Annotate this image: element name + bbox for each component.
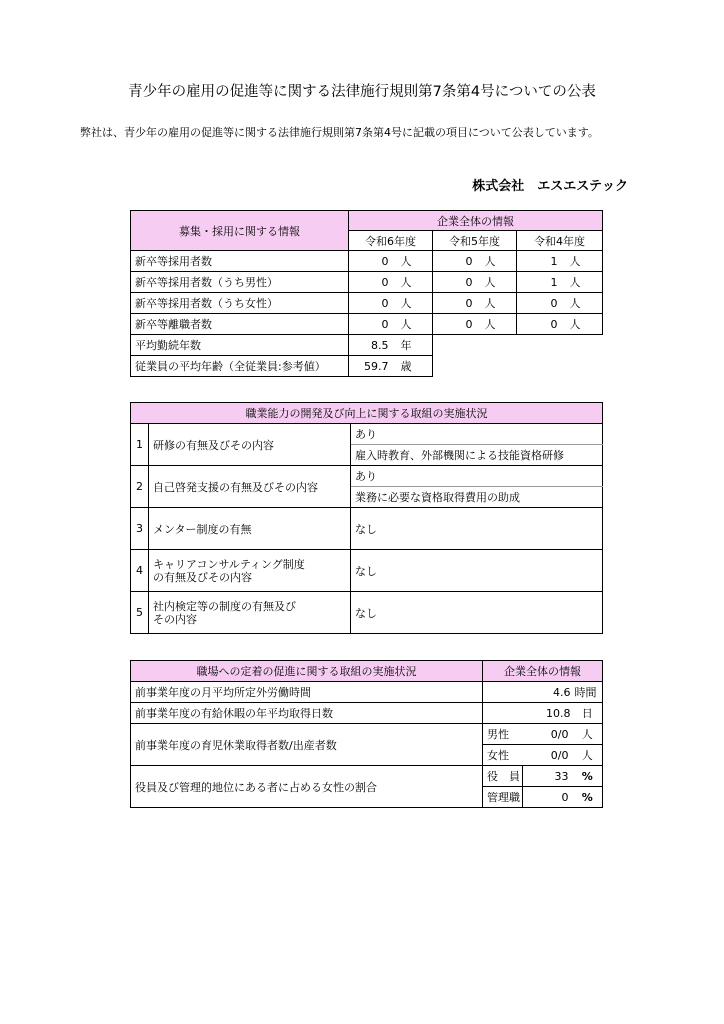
detail-cell: 雇入時教育、外部機関による技能資格研修 (351, 445, 603, 466)
row-number: 2 (131, 466, 149, 508)
row-label: 新卒等採用者数（うち女性） (131, 293, 349, 314)
row-label: 自己啓発支援の有無及びその内容 (149, 466, 351, 508)
value-cell: 0 (433, 293, 475, 314)
value-cell: 1 (517, 251, 560, 272)
unit-cell: 人 (475, 293, 517, 314)
table-row (131, 356, 603, 377)
answer-cell: なし (351, 508, 603, 550)
table-row (131, 592, 603, 634)
female-unit: 人 (573, 745, 603, 766)
row-label: 新卒等採用者数 (131, 251, 349, 272)
value-cell: 0 (517, 314, 560, 335)
overtime-value: 4.6 (483, 682, 573, 703)
male-label: 男性 (483, 724, 523, 745)
age-unit: 歳 (391, 356, 433, 377)
unit-cell: 人 (475, 251, 517, 272)
table-row (131, 335, 603, 356)
row-label: メンター制度の有無 (149, 508, 351, 550)
mgr-unit: % (573, 787, 603, 808)
female-label: 女性 (483, 745, 523, 766)
unit-cell: 人 (391, 293, 433, 314)
unit-cell: 人 (391, 251, 433, 272)
unit-cell: 人 (560, 314, 603, 335)
value-cell: 0 (349, 314, 391, 335)
table-row (131, 724, 603, 745)
page-title: 青少年の雇用の促進等に関する法律施行規則第7条第4号についての公表 (128, 84, 596, 100)
table-row (131, 272, 603, 293)
value-cell: 0 (433, 314, 475, 335)
row-number: 3 (131, 508, 149, 550)
row-label (149, 592, 351, 634)
intro-text: 弊社は、青少年の雇用の促進等に関する法律施行規則第7条第4号に記載の項目について公表しています。 (80, 126, 599, 139)
childcare-label: 前事業年度の育児休業取得者数/出産者数 (131, 724, 483, 766)
value-cell: 0 (433, 272, 475, 293)
answer-cell: あり (351, 466, 603, 487)
value-cell: 0 (349, 272, 391, 293)
overtime-label: 前事業年度の月平均所定外労働時間 (131, 682, 483, 703)
unit-cell: 人 (475, 272, 517, 293)
male-value: 0/0 (523, 724, 573, 745)
year-header: 令和4年度 (517, 231, 603, 251)
value-cell: 0 (433, 251, 475, 272)
leave-unit: 日 (573, 703, 603, 724)
value-cell: 0 (349, 293, 391, 314)
capability-header: 職業能力の開発及び向上に関する取組の実施状況 (131, 403, 603, 424)
value-cell: 1 (517, 272, 560, 293)
unit-cell: 人 (560, 272, 603, 293)
retention-table (130, 660, 603, 808)
capability-table (130, 402, 603, 634)
row-label: 研修の有無及びその内容 (149, 424, 351, 466)
unit-cell: 人 (391, 314, 433, 335)
row-label (149, 550, 351, 592)
retention-header: 職場への定着の促進に関する取組の実施状況 (131, 661, 483, 682)
table-row (131, 293, 603, 314)
male-unit: 人 (573, 724, 603, 745)
unit-cell: 人 (475, 314, 517, 335)
exec-value: 33 (523, 766, 573, 787)
company-wide-header: 企業全体の情報 (349, 211, 603, 231)
row-label: 新卒等採用者数（うち男性） (131, 272, 349, 293)
answer-cell: なし (351, 550, 603, 592)
table-row (131, 550, 603, 592)
table-row (131, 508, 603, 550)
tenure-label: 平均勤続年数 (131, 335, 349, 356)
answer-cell: あり (351, 424, 603, 445)
overtime-unit: 時間 (573, 682, 603, 703)
table-row (131, 766, 603, 787)
row-label-line: 社内検定等の制度の有無及び (153, 599, 296, 613)
row-number: 1 (131, 424, 149, 466)
company-wide-header: 企業全体の情報 (483, 661, 603, 682)
exec-label: 役 員 (483, 766, 523, 787)
women-ratio-label: 役員及び管理的地位にある者に占める女性の割合 (131, 766, 483, 808)
unit-cell: 人 (560, 293, 603, 314)
table-row (131, 466, 603, 487)
mgr-label: 管理職 (483, 787, 523, 808)
value-cell: 0 (349, 251, 391, 272)
tenure-value: 8.5 (349, 335, 391, 356)
value-cell: 0 (517, 293, 560, 314)
table-row (131, 682, 603, 703)
answer-cell: なし (351, 592, 603, 634)
recruitment-header: 募集・採用に関する情報 (131, 211, 349, 251)
unit-cell: 人 (391, 272, 433, 293)
table-row (131, 314, 603, 335)
detail-cell: 業務に必要な資格取得費用の助成 (351, 487, 603, 508)
row-label-line: の有無及びその内容 (153, 570, 252, 584)
table-row (131, 251, 603, 272)
row-label-line: キャリアコンサルティング制度 (153, 557, 305, 571)
unit-cell: 人 (560, 251, 603, 272)
leave-value: 10.8 (483, 703, 573, 724)
year-header: 令和6年度 (349, 231, 433, 251)
tenure-unit: 年 (391, 335, 433, 356)
age-label: 従業員の平均年齢（全従業員:参考値） (131, 356, 349, 377)
table-row (131, 424, 603, 445)
year-header: 令和5年度 (433, 231, 517, 251)
female-value: 0/0 (523, 745, 573, 766)
row-number: 5 (131, 592, 149, 634)
age-value: 59.7 (349, 356, 391, 377)
mgr-value: 0 (523, 787, 573, 808)
exec-unit: % (573, 766, 603, 787)
company-name: 株式会社 エスエステック (472, 179, 628, 194)
row-label: 新卒等離職者数 (131, 314, 349, 335)
table-row (131, 703, 603, 724)
leave-label: 前事業年度の有給休暇の年平均取得日数 (131, 703, 483, 724)
row-label-line: その内容 (153, 612, 197, 626)
recruitment-table (130, 210, 603, 377)
row-number: 4 (131, 550, 149, 592)
